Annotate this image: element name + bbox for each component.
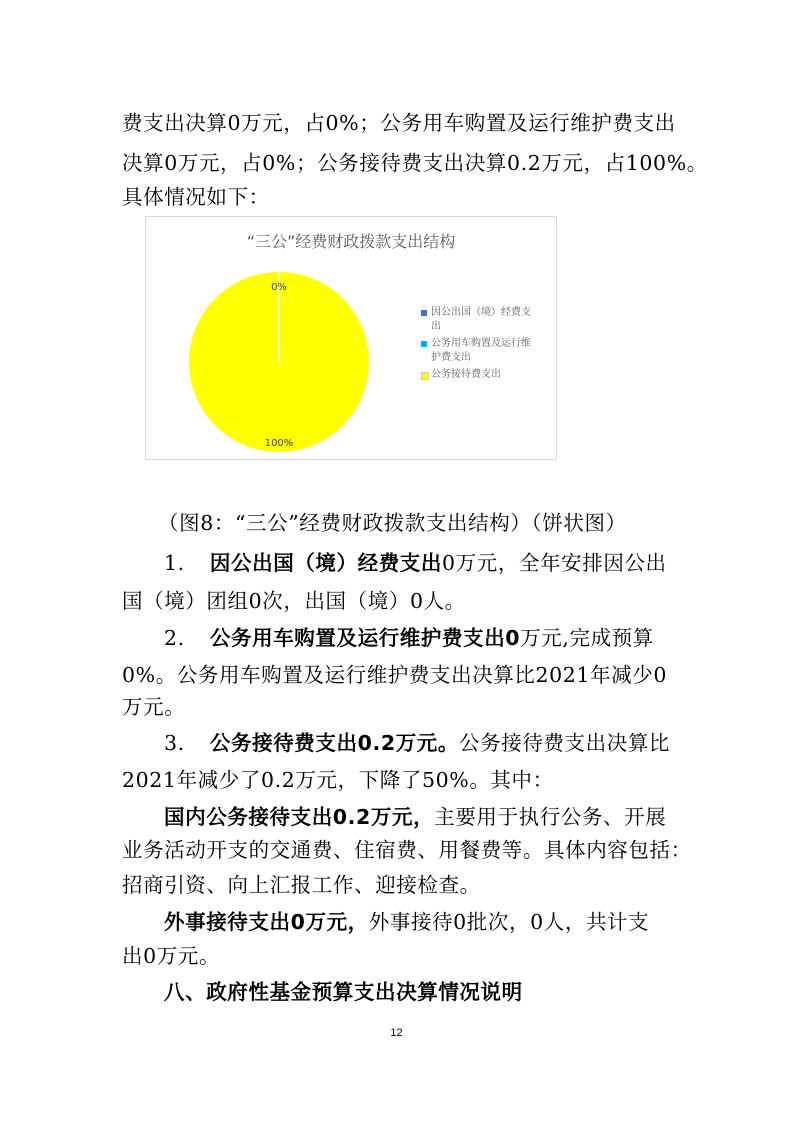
body-text-line: 2021年减少了0.2万元，下降了50%。其中：	[122, 768, 554, 792]
body-text-line: 国（境）团组0次，出国（境）0人。	[122, 589, 466, 613]
item-number: 1.	[164, 551, 185, 575]
body-text-line: 业务活动开支的交通费、住宿费、用餐费等。具体内容包括：	[122, 838, 692, 862]
item-text: 0万元，全年安排因公出	[442, 551, 667, 575]
body-paragraph	[164, 905, 649, 935]
legend-label: 公务用车购置及运行维	[431, 338, 531, 349]
legend-label: 护费支出	[431, 352, 471, 363]
legend-swatch	[421, 372, 429, 380]
item-bold-text: 因公出国（境）经费支出	[209, 551, 442, 575]
body-text-line: 费支出决算0万元，占0%；公务用车购置及运行维护费支出	[122, 111, 676, 135]
pie-chart	[145, 216, 557, 460]
legend-label: 公务接待费支出	[431, 369, 501, 380]
legend-swatch	[421, 341, 427, 347]
body-text-line: 招商引资、向上汇报工作、迎接检查。	[122, 873, 481, 897]
item-bold-text: 外事接待支出0万元，	[164, 910, 369, 934]
list-item-2	[164, 621, 654, 651]
item-text: 主要用于执行公务、开展	[434, 805, 667, 829]
body-text-line: 万元。	[122, 695, 186, 719]
item-text: 外事接待0批次，0人，共计支	[368, 910, 650, 934]
chart-title: “三公”经费财政拨款支出结构	[246, 232, 456, 251]
body-text-line: 0%。公务用车购置及运行维护费支出决算比2021年减少0	[122, 663, 668, 687]
item-bold-text: 公务用车购置及运行维护费支出0	[209, 626, 521, 650]
chart-legend	[421, 306, 551, 385]
item-bold-text: 国内公务接待支出0.2万元，	[164, 805, 435, 829]
data-label: 0%	[271, 282, 287, 293]
body-text-line: 具体情况如下：	[122, 185, 270, 209]
list-item-3	[164, 726, 670, 756]
legend-item	[421, 306, 551, 334]
item-text: 万元,完成预算	[520, 626, 654, 650]
figure-caption: （图8：“三公”经费财政拨款支出结构）（饼状图）	[158, 511, 627, 535]
body-paragraph	[164, 800, 666, 830]
item-number: 3.	[164, 731, 185, 755]
item-number: 2.	[164, 626, 185, 650]
item-bold-text: 公务接待费支出0.2万元。	[209, 731, 460, 755]
legend-label: 因公出国（境）经费支	[431, 307, 531, 318]
item-text: 公务接待费支出决算比	[459, 731, 671, 755]
legend-item	[421, 368, 551, 382]
section-heading: 八、政府性基金预算支出决算情况说明	[164, 980, 523, 1004]
legend-item	[421, 337, 551, 365]
body-text-line: 出0万元。	[122, 944, 221, 968]
legend-swatch	[421, 310, 427, 316]
list-item-1	[164, 546, 667, 576]
page-number: 12	[390, 1027, 403, 1039]
data-label: 100%	[264, 438, 294, 449]
legend-label: 出	[431, 321, 441, 332]
body-text-line: 决算0万元，占0%；公务接待费支出决算0.2万元，占100%。	[122, 151, 708, 175]
